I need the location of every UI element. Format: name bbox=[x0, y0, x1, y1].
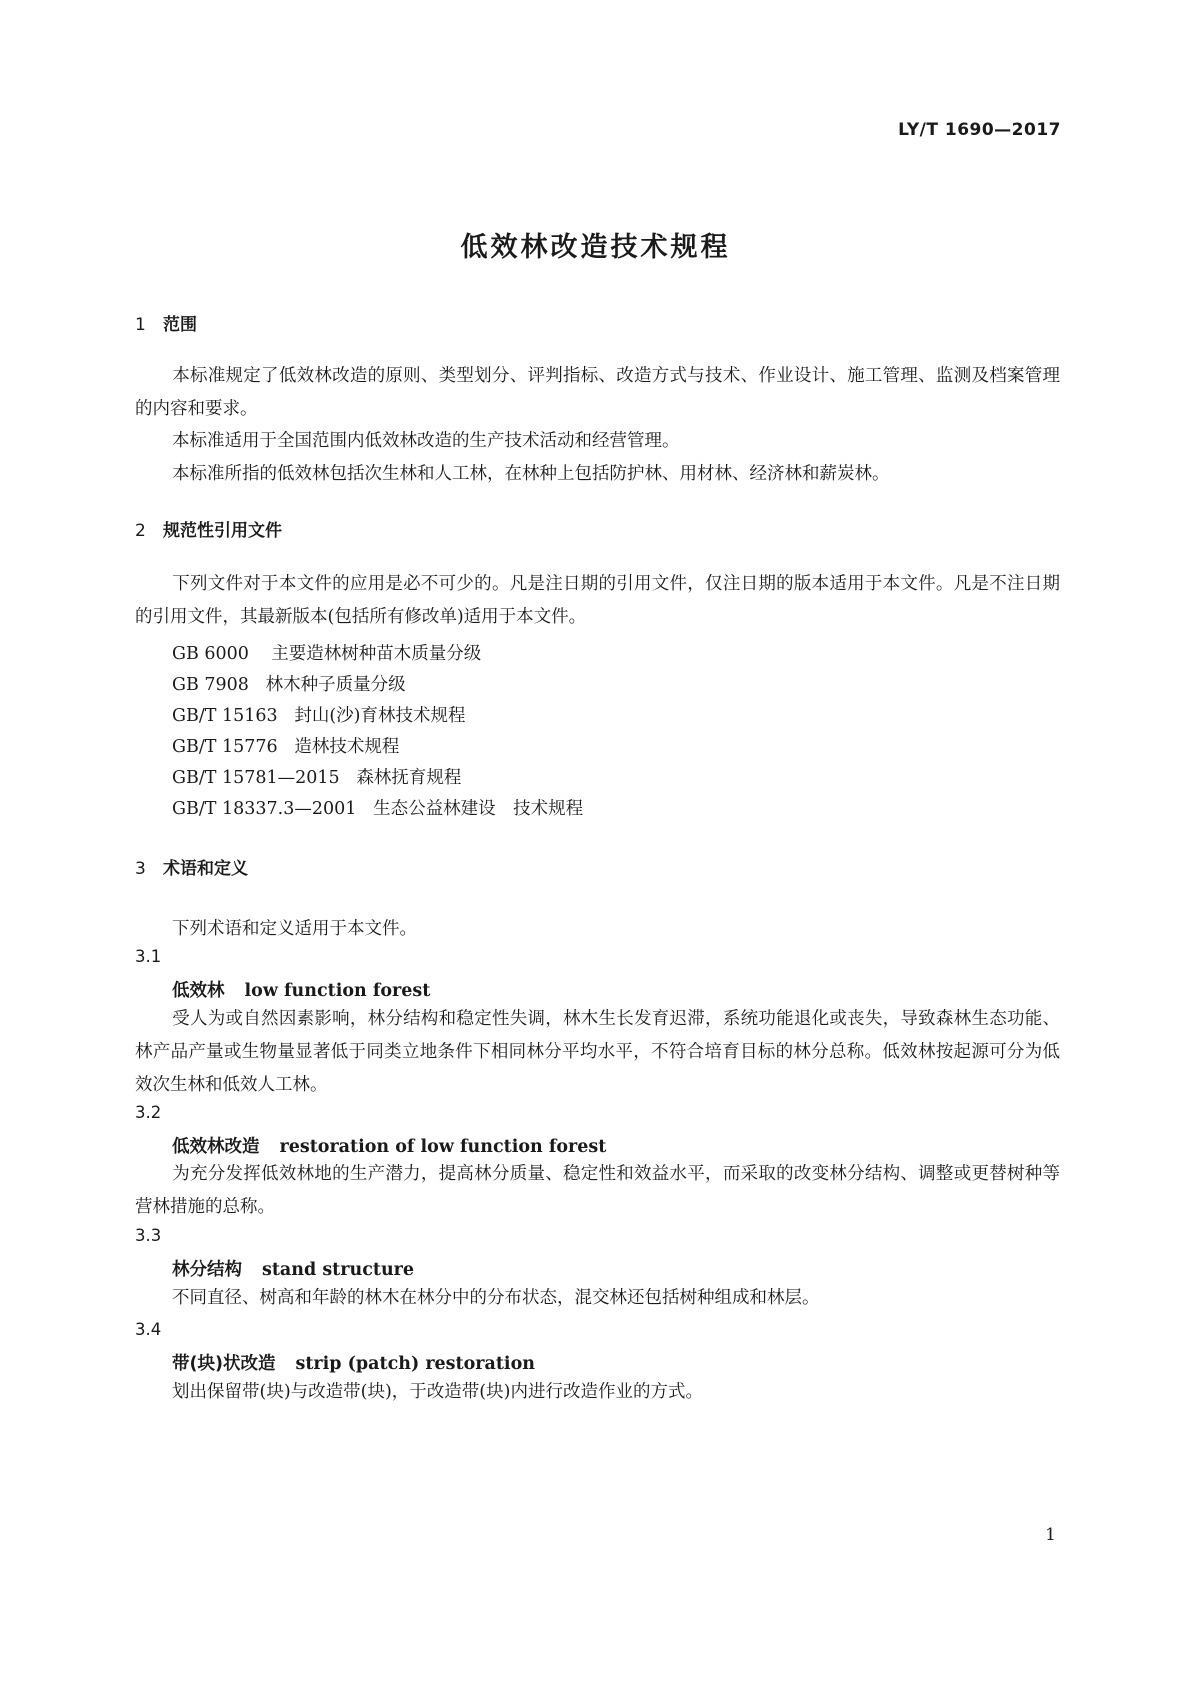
term-name bbox=[172, 1256, 414, 1281]
term-definition bbox=[135, 1003, 1060, 1102]
term-name-en: restoration of low function forest bbox=[279, 1137, 607, 1157]
reference-title: 森林抚育规程 bbox=[356, 768, 462, 788]
term-number: 3.1 bbox=[135, 947, 162, 966]
section-1-paragraph-1 bbox=[135, 360, 1060, 426]
term-definition bbox=[135, 1158, 1060, 1224]
section-2-intro bbox=[135, 568, 1060, 634]
term-name-en: low function forest bbox=[244, 981, 431, 1001]
definition-text: 划出保留带(块)与改造带(块)，于改造带(块)内进行改造作业的方式。 bbox=[172, 1382, 703, 1402]
reference-item bbox=[172, 764, 461, 789]
term-definition bbox=[135, 1376, 1060, 1409]
section-1-heading bbox=[135, 310, 197, 335]
reference-code: GB/T 15776 bbox=[172, 737, 278, 757]
paragraph-text: 本标准所指的低效林包括次生林和人工林，在林种上包括防护林、用材林、经济林和薪炭林。 bbox=[172, 464, 890, 484]
term-number: 3.3 bbox=[135, 1226, 162, 1245]
paragraph-text: 本标准适用于全国范围内低效林改造的生产技术活动和经营管理。 bbox=[172, 431, 680, 451]
reference-title: 主要造林树种苗木质量分级 bbox=[271, 644, 482, 664]
reference-code: GB/T 15163 bbox=[172, 706, 278, 726]
term-name bbox=[172, 1133, 606, 1158]
reference-title: 造林技术规程 bbox=[294, 737, 400, 757]
reference-item bbox=[172, 795, 583, 820]
reference-item bbox=[172, 640, 481, 665]
page-number: 1 bbox=[1045, 1525, 1056, 1545]
section-title: 术语和定义 bbox=[163, 859, 248, 879]
reference-code: GB/T 15781—2015 bbox=[172, 768, 340, 788]
section-1-paragraph-2 bbox=[135, 425, 1060, 458]
section-title: 范围 bbox=[163, 315, 197, 335]
reference-item bbox=[172, 671, 406, 696]
section-1-paragraph-3 bbox=[135, 458, 1060, 491]
definition-text: 不同直径、树高和年龄的林木在林分中的分布状态，混交林还包括树种组成和林层。 bbox=[172, 1288, 820, 1308]
term-number: 3.4 bbox=[135, 1320, 162, 1339]
reference-code: GB 6000 bbox=[172, 644, 249, 664]
reference-title: 林木种子质量分级 bbox=[265, 675, 406, 695]
reference-title: 生态公益林建设 技术规程 bbox=[373, 799, 584, 819]
term-name bbox=[172, 1350, 535, 1375]
term-number: 3.2 bbox=[135, 1103, 162, 1122]
term-name-en: strip (patch) restoration bbox=[295, 1354, 535, 1374]
term-name-zh: 低效林 bbox=[172, 981, 225, 1001]
term-name bbox=[172, 977, 430, 1002]
paragraph-text: 本标准规定了低效林改造的原则、类型划分、评判指标、改造方式与技术、作业设计、施工管理、监测及档案管理的内容和要求。 bbox=[135, 366, 1060, 419]
reference-title: 封山(沙)育林技术规程 bbox=[294, 706, 466, 726]
term-name-zh: 带(块)状改造 bbox=[172, 1354, 276, 1374]
term-name-zh: 低效林改造 bbox=[172, 1137, 260, 1157]
section-3-heading bbox=[135, 854, 248, 879]
section-number: 2 bbox=[135, 521, 146, 541]
reference-item bbox=[172, 733, 399, 758]
section-number: 3 bbox=[135, 859, 146, 879]
paragraph-text: 下列文件对于本文件的应用是必不可少的。凡是注日期的引用文件，仅注日期的版本适用于本文件。凡是不注日期的引用文件，其最新版本(包括所有修改单)适用于本文件。 bbox=[135, 574, 1060, 627]
reference-code: GB/T 18337.3—2001 bbox=[172, 799, 357, 819]
term-name-zh: 林分结构 bbox=[172, 1260, 242, 1280]
section-2-heading bbox=[135, 516, 282, 541]
section-title: 规范性引用文件 bbox=[163, 521, 282, 541]
definition-text: 为充分发挥低效林地的生产潜力，提高林分质量、稳定性和效益水平，而采取的改变林分结构、调整或更替树种等营林措施的总称。 bbox=[135, 1164, 1060, 1217]
section-3-intro: 下列术语和定义适用于本文件。 bbox=[172, 919, 417, 939]
document-title: 低效林改造技术规程 bbox=[460, 232, 731, 263]
definition-text: 受人为或自然因素影响，林分结构和稳定性失调，林木生长发育迟滞，系统功能退化或丧失，导致森林生态功能、林产品产量或生物量显著低于同类立地条件下相同林分平均水平，不符合培育目标的林分总称。低效林按起源可分为低效次生林和低效人工林。 bbox=[135, 1009, 1060, 1095]
standard-code: LY/T 1690—2017 bbox=[898, 120, 1061, 140]
section-number: 1 bbox=[135, 315, 146, 335]
term-definition bbox=[135, 1282, 1060, 1315]
term-name-en: stand structure bbox=[262, 1260, 415, 1280]
reference-code: GB 7908 bbox=[172, 675, 249, 695]
reference-item bbox=[172, 702, 466, 727]
